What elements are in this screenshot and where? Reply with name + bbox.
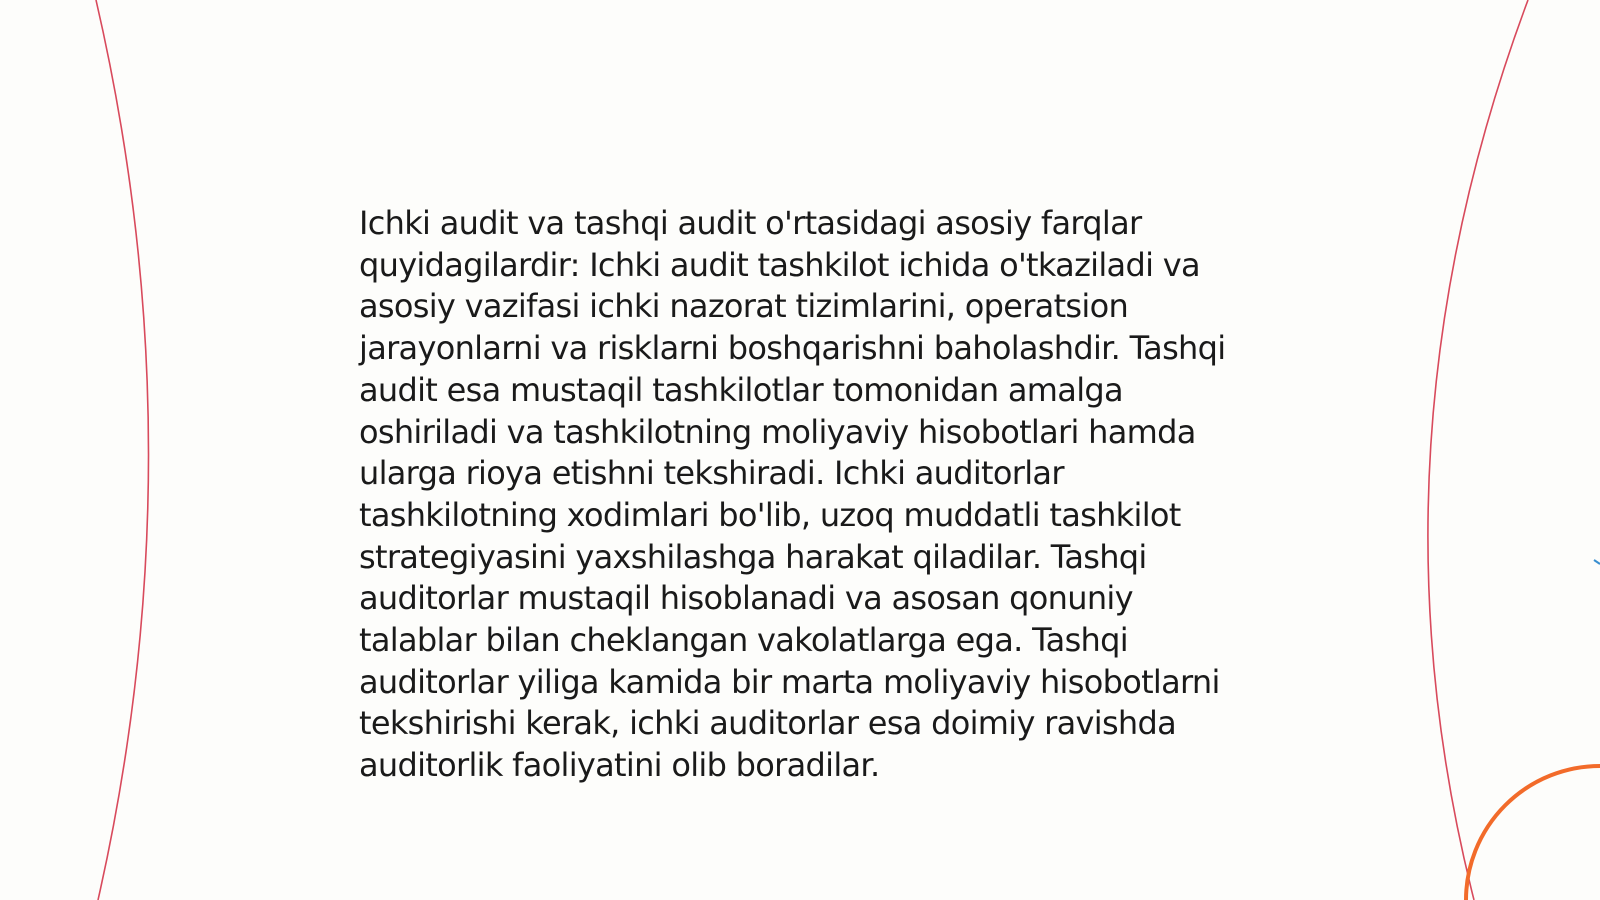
orange-arc xyxy=(1466,766,1600,900)
left-curve xyxy=(96,0,149,900)
body-paragraph: Ichki audit va tashqi audit o'rtasidagi asosiy farqlar quyidagilardir: Ichki audit tashkilot ichida o'tkaziladi va asosiy vazifasi ichki nazorat tizimlarini, operatsion jarayonlarni va risklarni boshqarishni baholashdir. Tashqi audit esa mustaqil tashkilotlar tomonidan amalga oshiriladi va tashkilotning moliyaviy hisobotlari hamda ularga rioya etishni tekshiradi. Ichki auditorlar tashkilotning xodimlari bo'lib, uzoq muddatli tashkilot strategiyasini yaxshilashga harakat qiladilar. Tashqi auditorlar mustaqil hisoblanadi va asosan qonuniy talablar bilan cheklangan vakolatlarga ega. Tashqi auditorlar yiliga kamida bir marta moliyaviy hisobotlarni tekshirishi kerak, ichki auditorlar esa doimiy ravishda auditorlik faoliyatini olib boradilar. xyxy=(359,204,1226,785)
right-curve xyxy=(1428,0,1528,900)
blue-accent xyxy=(1594,560,1600,564)
